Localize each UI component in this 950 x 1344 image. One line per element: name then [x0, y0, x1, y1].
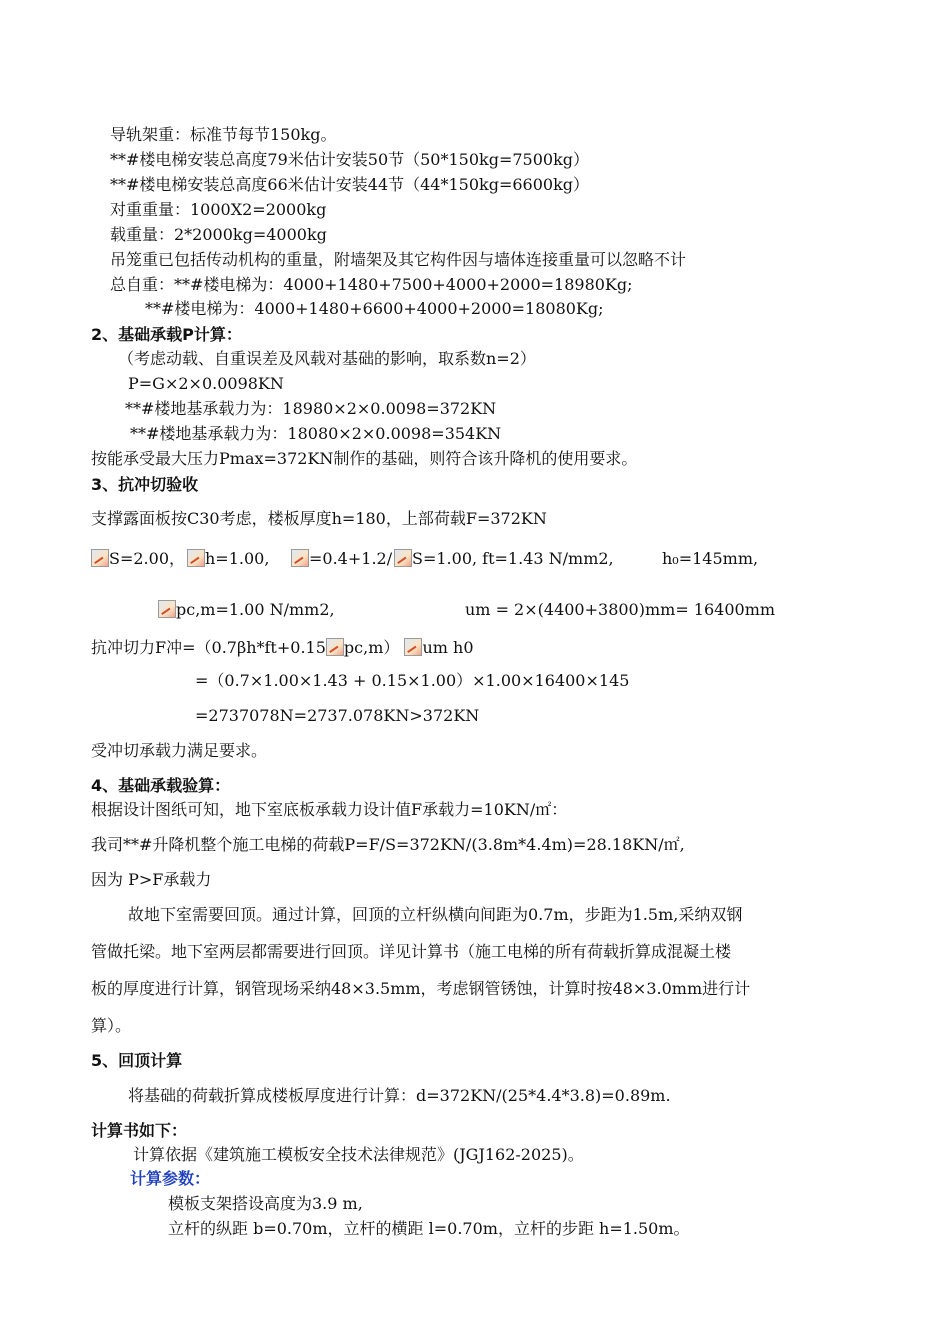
formula-text: um = 2×(4400+3800)mm= 16400mm	[465, 600, 776, 619]
section-heading: 2、基础承载P计算：	[91, 325, 242, 344]
text-line: 导轨架重：标准节每节150kg。	[110, 125, 337, 144]
text-line: **#楼电梯安装总高度66米估计安装44节（44*150kg=6600kg）	[110, 175, 590, 194]
formula-text: h₀=145mm,	[662, 549, 759, 568]
text-line: 受冲切承载力满足要求。	[91, 741, 268, 760]
broken-image-icon	[326, 638, 344, 656]
text-line: 模板支架搭设高度为3.9 m,	[168, 1194, 363, 1213]
formula-text: h=1.00,	[205, 549, 270, 568]
text-line: 根据设计图纸可知，地下室底板承载力设计值F承载力=10KN/㎡：	[91, 800, 568, 819]
text-line: 板的厚度进行计算，钢管现场采纳48×3.5mm，考虑钢管锈蚀，计算时按48×3.0mm进行计	[91, 979, 751, 998]
formula-line	[394, 548, 614, 570]
text-line: **#楼地基承载力为：18980×2×0.0098=372KN	[125, 399, 497, 418]
section-heading: 计算书如下：	[91, 1121, 188, 1140]
broken-image-icon	[91, 549, 109, 567]
section-heading: 4、基础承载验算：	[91, 776, 231, 795]
text-line: **#楼电梯安装总高度79米估计安装50节（50*150kg=7500kg）	[110, 150, 590, 169]
text-line: 对重重量：1000X2=2000kg	[110, 200, 327, 219]
broken-image-icon	[291, 549, 309, 567]
text-line: 计算依据《建筑施工模板安全技术法律规范》(JGJ162-2025)。	[133, 1145, 584, 1164]
formula-line	[91, 548, 185, 570]
formula-text: =（0.7×1.00×1.43 + 0.15×1.00）×1.00×16400×145	[195, 671, 630, 690]
text-line: **#楼电梯为：4000+1480+6600+4000+2000=18080Kg;	[145, 299, 604, 318]
text-line: P=G×2×0.0098KN	[128, 374, 284, 393]
broken-image-icon	[158, 600, 176, 618]
text-line: 故地下室需要回顶。通过计算，回顶的立杆纵横向间距为0.7m，步距为1.5m,采纳双钢	[128, 905, 743, 924]
formula-line	[91, 637, 474, 659]
formula-text: =0.4+1.2/	[309, 549, 393, 568]
broken-image-icon	[394, 549, 412, 567]
formula-text: pc,m）	[343, 638, 400, 657]
formula-text: S=1.00, ft=1.43 N/mm2,	[412, 549, 614, 568]
formula-line	[158, 599, 335, 621]
formula-text: 抗冲切力F冲=（0.7βh*ft+0.15	[91, 638, 326, 657]
text-line: 算）。	[91, 1016, 132, 1035]
text-line: 管做托梁。地下室两层都需要进行回顶。详见计算书（施工电梯的所有荷载折算成混凝土楼	[91, 942, 732, 961]
formula-text: um h0	[422, 638, 474, 657]
text-line: 按能承受最大压力Pmax=372KN制作的基础，则符合该升降机的使用要求。	[91, 449, 638, 468]
text-line: （考虑动载、自重误差及风载对基础的影响，取系数n=2）	[118, 349, 536, 368]
text-line: 支撑露面板按C30考虑，楼板厚度h=180，上部荷载F=372KN	[91, 509, 547, 528]
section-heading: 3、抗冲切验收	[91, 475, 199, 494]
text-line: 将基础的荷载折算成楼板厚度进行计算：d=372KN/(25*4.4*3.8)=0.89m.	[128, 1086, 671, 1105]
text-line: 因为 P>F承载力	[91, 870, 212, 889]
text-line: 吊笼重已包括传动机构的重量，附墙架及其它构件因与墙体连接重量可以忽略不计	[110, 250, 687, 269]
formula-line	[187, 548, 269, 570]
text-line: 总自重：**#楼电梯为：4000+1480+7500+4000+2000=18980Kg;	[110, 275, 633, 294]
formula-line	[291, 548, 392, 570]
text-line: **#楼地基承载力为：18080×2×0.0098=354KN	[130, 424, 502, 443]
section-heading: 5、回顶计算	[91, 1051, 183, 1070]
broken-image-icon	[404, 638, 422, 656]
subsection-heading: 计算参数：	[130, 1169, 211, 1188]
formula-text: S=2.00，	[109, 549, 185, 568]
formula-text: =2737078N=2737.078KN>372KN	[195, 706, 480, 725]
formula-text: pc,m=1.00 N/mm2,	[176, 600, 335, 619]
text-line: 立杆的纵距 b=0.70m，立杆的横距 l=0.70m，立杆的步距 h=1.50m。	[168, 1219, 690, 1238]
text-line: 我司**#升降机整个施工电梯的荷载P=F/S=372KN/(3.8m*4.4m)=28.18KN/㎡,	[91, 835, 685, 854]
text-line: 载重量：2*2000kg=4000kg	[110, 225, 327, 244]
broken-image-icon	[187, 549, 205, 567]
